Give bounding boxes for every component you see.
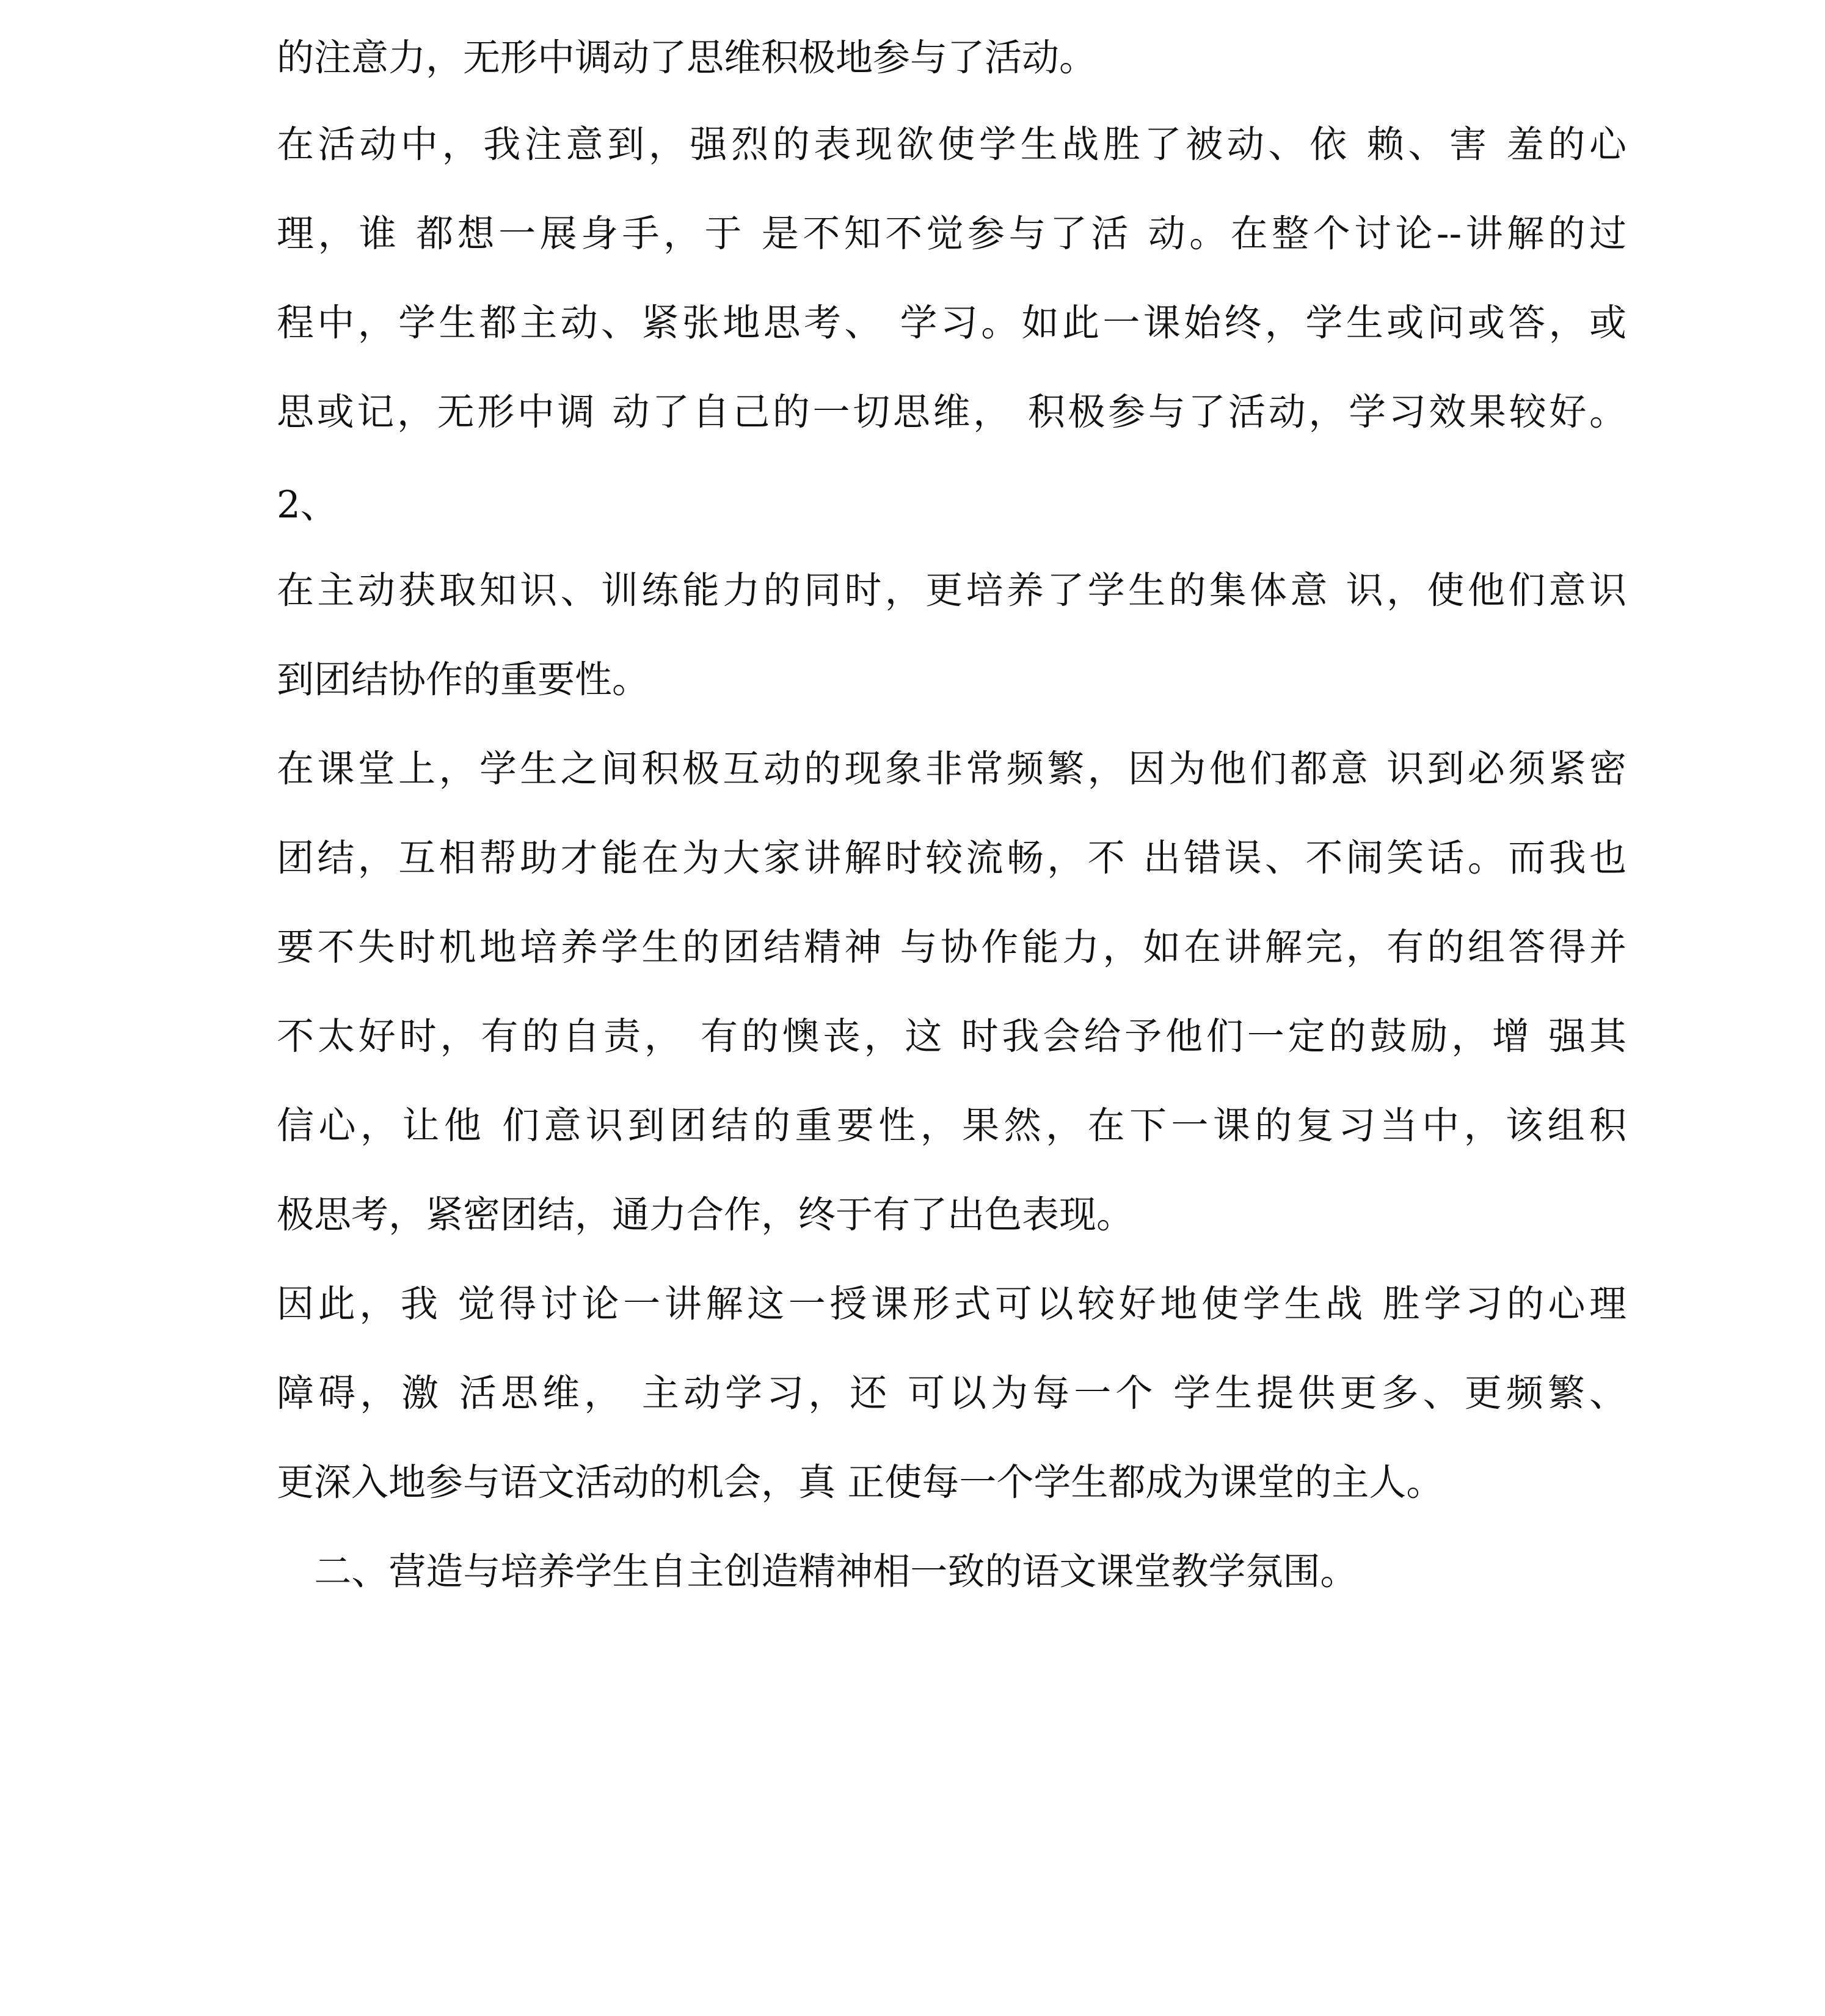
text-line-7: 到团结协作的重要性。 [277,658,650,701]
text-line-10: 要不失时机地培养学生的团结精神 与协作能力，如在讲解完，有的组答得并 [277,926,1626,969]
text-line-13: 极思考，紧密团结，通力合作，终于有了出色表现。 [277,1193,1134,1236]
text-line-5: 思或记，无形中调 动了自己的一切思维， 积极参与了活动，学习效果较好。 [277,390,1626,434]
text-line-15: 障碍，激 活思维， 主动学习，还 可以为每一个 学生提供更多、更频繁、 [277,1371,1626,1415]
section-heading: 二、营造与培养学生自主创造精神相一致的语文课堂教学氛围。 [302,1550,1358,1593]
text-line-6: 在主动获取知识、训练能力的同时，更培养了学生的集体意 识，使他们意识 [277,569,1626,612]
text-line-3: 理，谁 都想一展身手，于 是不知不觉参与了活 动。在整个讨论--讲解的过 [277,212,1626,255]
text-line-14: 因此，我 觉得讨论一讲解这一授课形式可以较好地使学生战 胜学习的心理 [277,1282,1626,1326]
text-line-2: 在活动中，我注意到，强烈的表现欲使学生战胜了被动、依 赖、害 羞的心 [277,123,1626,166]
text-line-12: 信心，让他 们意识到团结的重要性，果然，在下一课的复习当中，该组积 [277,1104,1626,1147]
text-line-1: 的注意力，无形中调动了思维积极地参与了活动。 [277,36,1097,79]
text-line-11: 不太好时，有的自责， 有的懊丧，这 时我会给予他们一定的鼓励，增 强其 [277,1015,1626,1058]
text-line-4: 程中，学生都主动、紧张地思考、 学习。如此一课始终，学生或问或答，或 [277,301,1626,345]
text-line-9: 团结，互相帮助才能在为大家讲解时较流畅，不 出错误、不闹笑话。而我也 [277,836,1626,880]
text-line-8: 在课堂上，学生之间积极互动的现象非常频繁，因为他们都意 识到必须紧密 [277,747,1626,791]
text-line-16: 更深入地参与语文活动的机会，真 正使每一个学生都成为课堂的主人。 [277,1461,1444,1504]
list-number-2: 2、 [277,483,338,527]
